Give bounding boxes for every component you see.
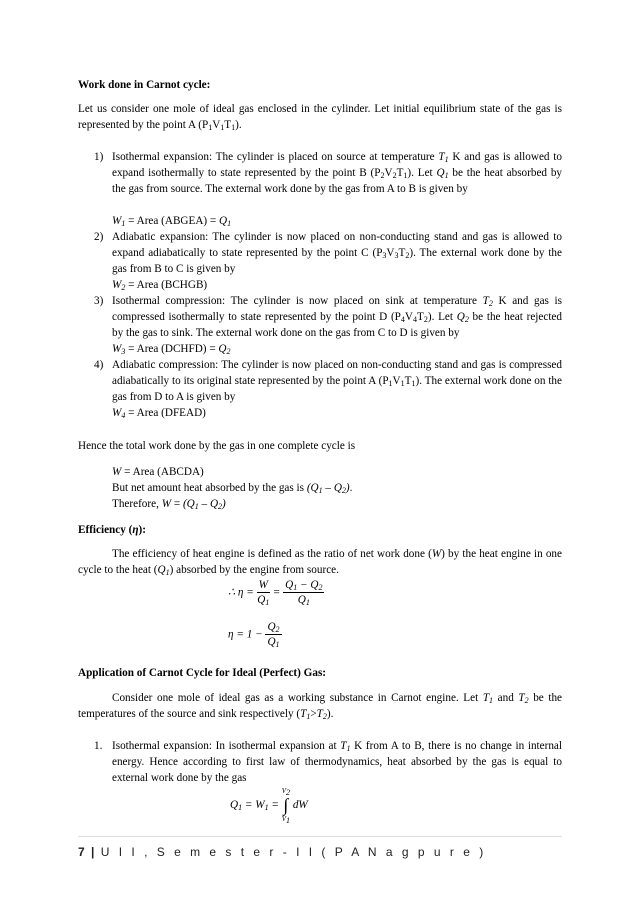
section-heading-application: Application of Carnot Cycle for Ideal (Perfect) Gas: xyxy=(78,667,327,679)
section-heading-efficiency: Efficiency (η): xyxy=(78,524,146,536)
page-footer xyxy=(78,844,486,860)
total-work-equation: W = Area (ABCDA) xyxy=(112,466,204,478)
net-heat-line: But net amount heat absorbed by the gas is $(Q_1 - Q_2)$. xyxy=(112,482,353,495)
step-equation: $W_2$ = Area (BCHGB) xyxy=(112,279,208,292)
step-equation: $W_1$ = Area (ABGEA) = $Q_1$ xyxy=(112,215,232,228)
step-text: Adiabatic expansion: The cylinder is now placed on non-conducting stand and gas is allowed to expand adiabatically to state represented by the point C $(P_3V_3T_2)$. The external work done by the gas from B to C is given by xyxy=(112,231,562,275)
total-work-intro: Hence the total work done by the gas in one complete cycle is xyxy=(78,440,356,452)
step-equation: $W_4$ = Area (DFEAD) xyxy=(112,407,206,420)
step-text: Isothermal expansion: In isothermal expansion at $T_1$ K from A to B, there is no change in internal energy. Hence according to first law of thermodynamics, heat absorbed by the gas is equal to external work done by the gas xyxy=(112,740,563,784)
section-heading-work-done: Work done in Carnot cycle: xyxy=(78,79,211,91)
integral-equation: $Q_1 = W_1$ = $V_2$ ∫ $V_1$ dW xyxy=(230,787,308,825)
efficiency-equation-1: ∴ η = $\frac{W}{Q_1}$ = $\frac{Q_1 - Q_2}{Q_1}$ xyxy=(228,579,323,607)
efficiency-paragraph: The efficiency of heat engine is defined as the ratio of net work done (W) by the heat engine in one cycle to the heat $(Q_1)$ absorbed by the engine from source. xyxy=(78,548,562,577)
page-number: 7 xyxy=(78,845,85,859)
footer-divider xyxy=(78,836,562,837)
step-number: 2) xyxy=(94,231,104,243)
step-text: Isothermal expansion: The cylinder is placed on source at temperature $T_1$ K and gas is allowed to expand isothermally to state represented by the point B $(P_2V_2T_1)$. Let $Q_1$ be the heat absorbed by the gas from source. The external work done by the gas from A to B is given by xyxy=(112,151,563,195)
step-text: Adiabatic compression: The cylinder is now placed on non-conducting stand and gas is compressed adiabatically to its original state represented by the point A $(P_1V_1T_1)$. The external work done on the gas from D to A is given by xyxy=(112,359,562,403)
step-equation: $W_3$ = Area (DCHFD) = $Q_2$ xyxy=(112,343,231,356)
step-number: 1. xyxy=(94,740,103,752)
intro-paragraph: Let us consider one mole of ideal gas enclosed in the cylinder. Let initial equilibrium state of the gas is represented by the point A $(P_1V_1T_1)$. xyxy=(78,103,562,132)
application-paragraph: Consider one mole of ideal gas as a working substance in Carnot engine. Let $T_1$ and $T_2$ be the temperatures of the source and sink respectively $(T_1>T_2)$. xyxy=(78,692,563,721)
step-text: Isothermal compression: The cylinder is now placed on sink at temperature $T_2$ K and gas is compressed isothermally to state represented by the point D $(P_4V_4T_2)$. Let $Q_2$ be the heat rejected by the gas to sink. The external work done on the gas from C to D is given by xyxy=(112,295,562,339)
step-number: 1) xyxy=(94,151,104,163)
step-number: 4) xyxy=(94,359,104,371)
step-number: 3) xyxy=(94,295,104,307)
footer-text: U I I , S e m e s t e r - I I ( P A N a g p u r e ) xyxy=(100,845,487,859)
footer-separator: | xyxy=(91,845,95,859)
efficiency-equation-2: η = 1 − $\frac{Q_2}{Q_1}$ xyxy=(228,621,280,649)
work-result-line: Therefore, $W = (Q_1 - Q_2)$ xyxy=(112,498,226,511)
